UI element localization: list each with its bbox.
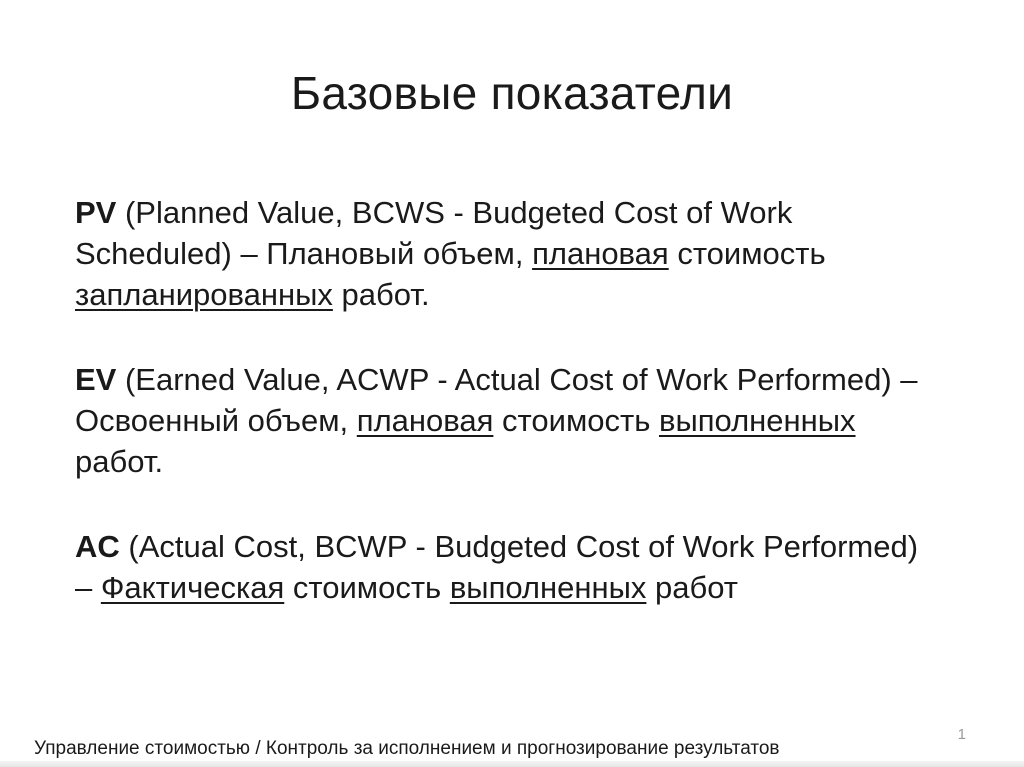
definition-pv xyxy=(75,192,925,315)
page-number: 1 xyxy=(957,726,966,743)
term-abbreviation: EV xyxy=(75,362,117,397)
term-text: стоимость xyxy=(668,236,826,271)
underlined-word: выполненных xyxy=(449,570,647,605)
term-abbreviation: AC xyxy=(75,529,120,564)
underlined-word: плановая xyxy=(356,403,494,438)
slide-title: Базовые показатели xyxy=(290,67,734,119)
definition-ac xyxy=(75,526,925,608)
term-text: работ. xyxy=(75,444,164,479)
term-text: работ. xyxy=(332,277,430,312)
underlined-word: запланированных xyxy=(75,277,333,312)
term-description: (Actual Cost, BCWP - Budgeted Cost of Work Performed) – xyxy=(75,529,919,605)
term-text: стоимость xyxy=(284,570,450,605)
slide-footer: Управление стоимостью / Контроль за исполнением и прогнозирование результатов xyxy=(34,738,780,759)
term-description: (Planned Value, BCWS - Budgeted Cost of Work Scheduled) – Плановый объем, xyxy=(75,195,793,271)
term-text: стоимость xyxy=(493,403,659,438)
underlined-word: Фактическая xyxy=(100,570,285,605)
underlined-word: плановая xyxy=(532,236,669,271)
slide-body xyxy=(75,192,925,652)
definition-ev xyxy=(75,359,925,482)
term-text: работ xyxy=(646,570,738,605)
term-description: (Earned Value, ACWP - Actual Cost of Work Performed) – Освоенный объем, xyxy=(75,362,918,438)
term-abbreviation: PV xyxy=(75,195,117,230)
underlined-word: выполненных xyxy=(658,403,856,438)
